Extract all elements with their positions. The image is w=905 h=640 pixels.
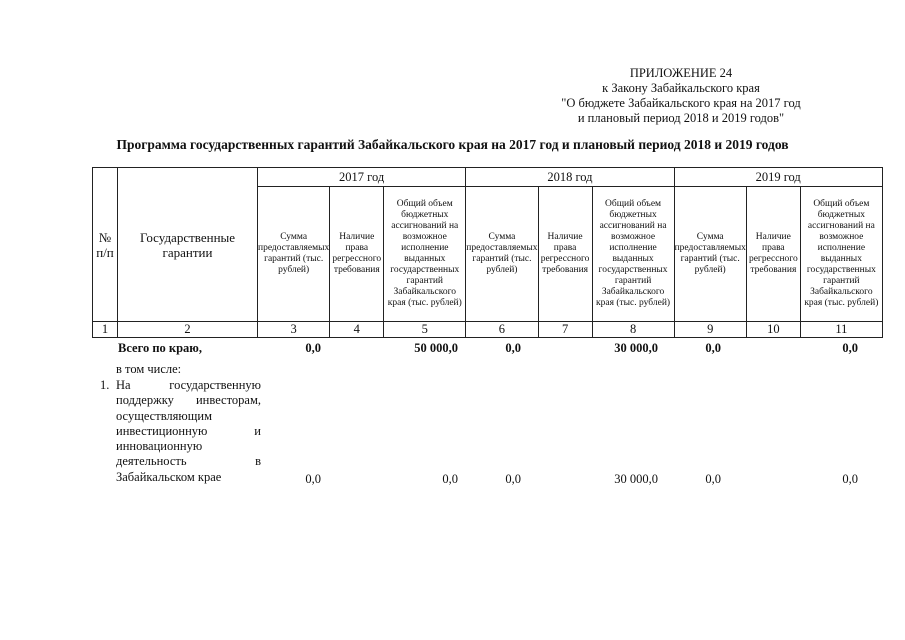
- total-2019-total: 0,0: [842, 341, 858, 355]
- guarantees-table: [92, 167, 883, 338]
- item1-2017-sum: 0,0: [305, 472, 321, 486]
- col-number: 2: [118, 322, 258, 338]
- item1-2019-sum: 0,0: [705, 472, 721, 486]
- total-2017-sum: 0,0: [305, 341, 321, 355]
- header-year-2017: 2017 год: [258, 168, 466, 187]
- header-total-2018: Общий объем бюджетных ассигнований на возможное исполнение выданных государственных гарантий Забайкальского края (тыс. рублей): [592, 187, 674, 322]
- total-2018-total: 30 000,0: [614, 341, 658, 355]
- header-regress-2019: Наличие права регрессного требования: [746, 187, 800, 322]
- col-number: 3: [258, 322, 330, 338]
- header-row-no: № п/п: [93, 168, 118, 322]
- col-number: 11: [800, 322, 882, 338]
- header-total-2017: Общий объем бюджетных ассигнований на возможное исполнение выданных государственных гарантий Забайкальского края (тыс. рублей): [384, 187, 466, 322]
- header-sum-2019: Сумма предоставляемых гарантий (тыс. рублей): [674, 187, 746, 322]
- col-number: 5: [384, 322, 466, 338]
- item-number: 1.: [100, 378, 110, 392]
- col-number: 10: [746, 322, 800, 338]
- col-number: 4: [330, 322, 384, 338]
- annex-line-3: "О бюджете Забайкальского края на 2017 год: [561, 96, 801, 110]
- annex-line-4: и плановый период 2018 и 2019 годов": [577, 111, 785, 125]
- annex-line-1: ПРИЛОЖЕНИЕ 24: [629, 66, 733, 80]
- header-sum-2017: Сумма предоставляемых гарантий (тыс. рублей): [258, 187, 330, 322]
- annex-header: [531, 66, 831, 126]
- header-sum-2018: Сумма предоставляемых гарантий (тыс. рублей): [466, 187, 538, 322]
- total-label: Всего по краю,: [118, 341, 202, 355]
- item1-2017-total: 0,0: [442, 472, 458, 486]
- item1-2018-sum: 0,0: [505, 472, 521, 486]
- header-total-2019: Общий объем бюджетных ассигнований на возможное исполнение выданных государственных гарантий Забайкальского края (тыс. рублей): [800, 187, 882, 322]
- document-title: Программа государственных гарантий Забайкальского края на 2017 год и плановый период 2018 и 2019 годов: [116, 137, 789, 152]
- item1-2019-total: 0,0: [842, 472, 858, 486]
- col-number: 9: [674, 322, 746, 338]
- including-label: в том числе:: [116, 362, 182, 376]
- header-year-2018: 2018 год: [466, 168, 674, 187]
- col-number: 6: [466, 322, 538, 338]
- total-2018-sum: 0,0: [505, 341, 521, 355]
- total-2017-total: 50 000,0: [414, 341, 458, 355]
- col-number: 1: [93, 322, 118, 338]
- item-label: На государственную поддержку инвесторам, осуществляющим инвестиционную и инновационную деятельность в Забайкальском крае: [116, 378, 261, 484]
- header-regress-2017: Наличие права регрессного требования: [330, 187, 384, 322]
- item1-2018-total: 30 000,0: [614, 472, 658, 486]
- col-number: 7: [538, 322, 592, 338]
- annex-line-2: к Закону Забайкальского края: [602, 81, 760, 95]
- header-regress-2018: Наличие права регрессного требования: [538, 187, 592, 322]
- col-number: 8: [592, 322, 674, 338]
- header-guarantees: Государственные гарантии: [118, 168, 258, 322]
- header-year-2019: 2019 год: [674, 168, 882, 187]
- total-2019-sum: 0,0: [705, 341, 721, 355]
